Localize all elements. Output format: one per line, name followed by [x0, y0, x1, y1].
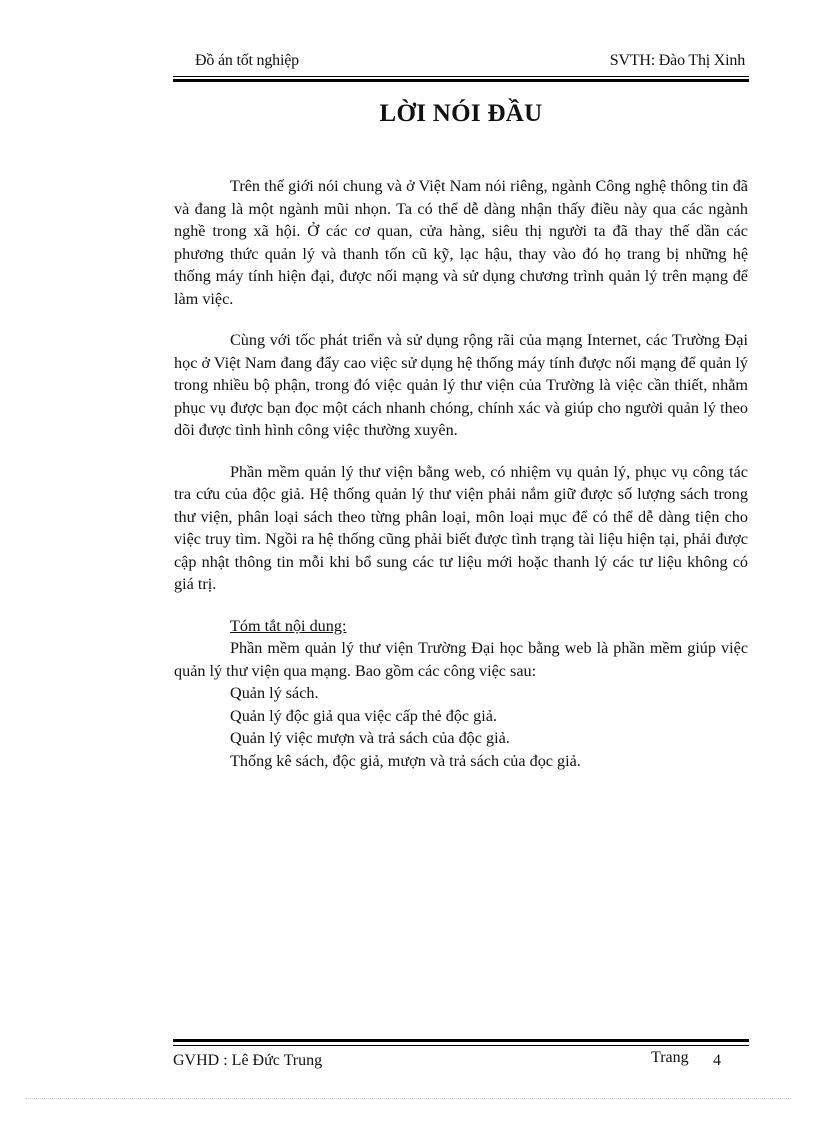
header-rule-thin [173, 76, 749, 77]
page-bottom-divider [25, 1098, 791, 1099]
footer-supervisor: GVHD : Lê Đức Trung [173, 1052, 323, 1069]
summary-item: Quản lý việc mượn và trả sách của độc giả. [230, 729, 510, 747]
footer-page-number: 4 [713, 1052, 721, 1069]
header-student-name: SVTH: Đào Thị Xinh [609, 52, 745, 69]
footer-page-label: Trang [651, 1049, 689, 1066]
page-header [173, 50, 749, 74]
header-document-type: Đồ án tốt nghiệp [195, 52, 299, 69]
summary-item: Quản lý sách. [230, 684, 319, 702]
document-body [174, 175, 748, 772]
page-title: LỜI NÓI ĐẦU [379, 100, 543, 127]
paragraph-1: Trên thế giới nói chung và ở Việt Nam nói riêng, ngành Công nghệ thông tin đã và đang là một ngành mũi nhọn. Ta có thể dễ dàng nhận thấy điều này qua các ngành nghề trong xã hội. Ở các cơ quan, cửa hàng, siêu thị người ta đã thay thế dần các phương thức quản lý và thanh tốn cũ kỹ, lạc hậu, thay vào đó họ trang bị những hệ thống máy tính hiện đại, được nối mạng và sử dụng chương trình quản lý trên mạng để làm việc. [174, 177, 748, 308]
footer-rule-thick [173, 1039, 749, 1042]
paragraph-3: Phần mềm quản lý thư viện bằng web, có nhiệm vụ quản lý, phục vụ công tác tra cứu của độc giả. Hệ thống quản lý thư viện phải nắm giữ được số lượng sách trong thư viện, phân loại sách theo từng phân loại, môn loại mục để có thể dễ dàng tiện cho việc truy tìm. Ngồi ra hệ thống cũng phải biết được tình trạng tài liệu hiện tại, phải được cập nhật thông tin mỗi khi bổ sung các tư liệu mới hoặc thanh lý các tư liệu không có giá trị. [174, 462, 748, 593]
summary-section [174, 615, 748, 773]
paragraph-2: Cùng với tốc phát triển và sử dụng rộng rãi của mạng Internet, các Trường Đại học ở Việt Nam đang đẩy cao việc sử dụng hệ thống máy tính được nối mạng để quản lý trong nhiều bộ phận, trong đó việc quản lý thư viện của Trường là việc cần thiết, nhằm phục vụ được bạn đọc một cách nhanh chóng, chính xác và giúp cho người quản lý theo dõi được tình hình công việc thường xuyên. [174, 331, 748, 439]
summary-item: Thống kê sách, độc giả, mượn và trả sách của đọc giả. [230, 751, 581, 770]
summary-heading: Tóm tắt nội dung: [230, 616, 347, 635]
header-rule-thick [173, 79, 749, 82]
summary-item: Quản lý độc giả qua việc cấp thẻ độc giả. [230, 706, 497, 725]
footer-rule-thin [173, 1045, 749, 1046]
summary-intro: Phần mềm quản lý thư viện Trường Đại học bằng web là phần mềm giúp việc quản lý thư viện qua mạng. Bao gồm các công việc sau: [174, 639, 748, 680]
